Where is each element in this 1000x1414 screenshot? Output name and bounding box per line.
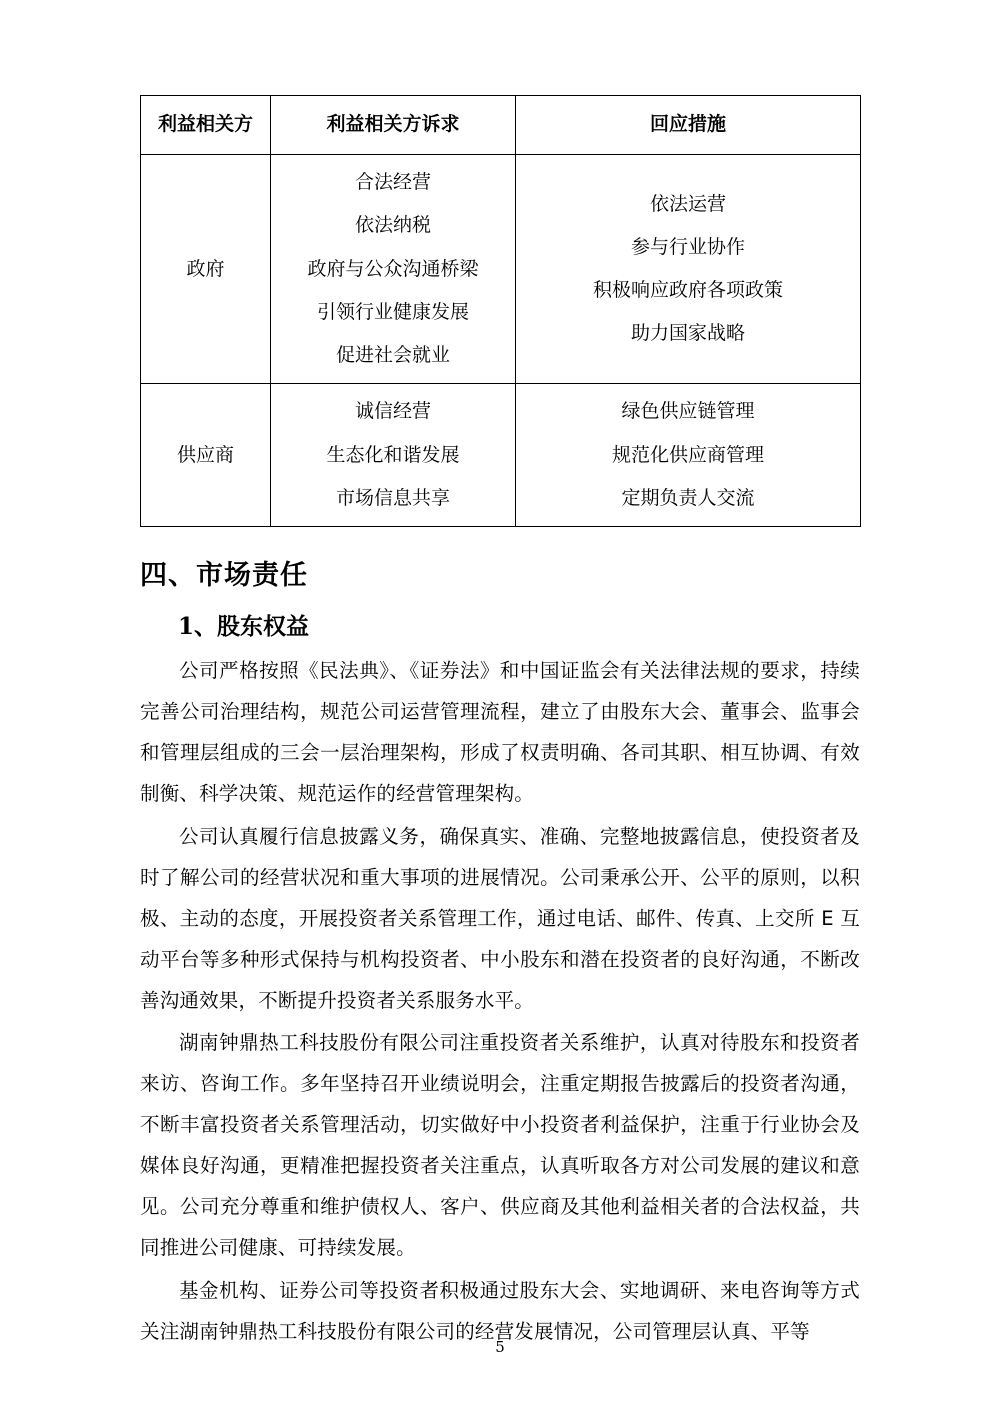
table-cell-party: 供应商 [141,384,271,527]
list-item: 促进社会就业 [335,344,450,366]
table-cell-party: 政府 [141,155,271,384]
list-item: 政府与公众沟通桥梁 [307,257,479,280]
paragraph: 湖南钟鼎热工科技股份有限公司注重投资者关系维护，认真对待股东和投资者来访、咨询工作。多年坚持召开业绩说明会，注重定期报告披露后的投资者沟通，不断丰富投资者关系管理活动，切实做好中小投资者利益保护，注重于行业协会及媒体良好沟通，更精准把握投资者关注重点，认真听取各方对公司发展的建议和意见。公司充分尊重和维护债权人、客户、供应商及其他利益相关者的合法权益，共同推进公司健康、可持续发展。 [140,1031,860,1260]
table-cell-demands [271,384,516,527]
table-row [141,384,861,527]
list-item: 助力国家战略 [630,322,745,345]
paragraph: 基金机构、证券公司等投资者积极通过股东大会、实地调研、来电咨询等方式关注湖南钟鼎热工科技股份有限公司的经营发展情况，公司管理层认真、平等 [140,1279,860,1343]
page-number: 5 [495,1338,505,1356]
table-header-cell-party: 利益相关方 [141,96,271,155]
list-item: 生态化和谐发展 [326,443,460,466]
subsection-title: 1、股东权益 [178,613,310,640]
table-header-row [141,96,861,155]
list-item: 依法运营 [649,192,726,215]
list-item: 引领行业健康发展 [316,300,469,323]
list-item: 绿色供应链管理 [621,400,755,423]
table-header-cell-demand: 利益相关方诉求 [271,96,516,155]
table-cell-responses [516,384,861,527]
stakeholder-table [140,95,861,527]
table-row [141,155,861,384]
list-item: 诚信经营 [354,400,431,423]
paragraph: 公司认真履行信息披露义务，确保真实、准确、完整地披露信息，使投资者及时了解公司的经营状况和重大事项的进展情况。公司秉承公开、公平的原则，以积极、主动的态度，开展投资者关系管理工作，通过电话、邮件、传真、上交所 E 互动平台等多种形式保持与机构投资者、中小股东和潜在投资者的良好沟通，不断改善沟通效果，不断提升投资者关系服务水平。 [140,824,860,1012]
page-title: 四、市场责任 [140,560,308,591]
list-item: 规范化供应商管理 [611,443,764,466]
table-cell-responses [516,155,861,384]
list-item: 依法纳税 [354,214,431,237]
list-item: 市场信息共享 [335,486,450,509]
list-item: 参与行业协作 [630,235,745,258]
paragraph: 公司严格按照《民法典》、《证券法》和中国证监会有关法律法规的要求，持续完善公司治理结构，规范公司运营管理流程，建立了由股东大会、董事会、监事会和管理层组成的三会一层治理架构，形成了权责明确、各司其职、相互协调、有效制衡、科学决策、规范运作的经营管理架构。 [140,659,860,805]
list-item: 定期负责人交流 [621,486,755,509]
table-cell-demands [271,155,516,384]
list-item: 合法经营 [354,171,431,193]
list-item: 积极响应政府各项政策 [592,279,783,302]
table-header-cell-response: 回应措施 [516,96,861,155]
